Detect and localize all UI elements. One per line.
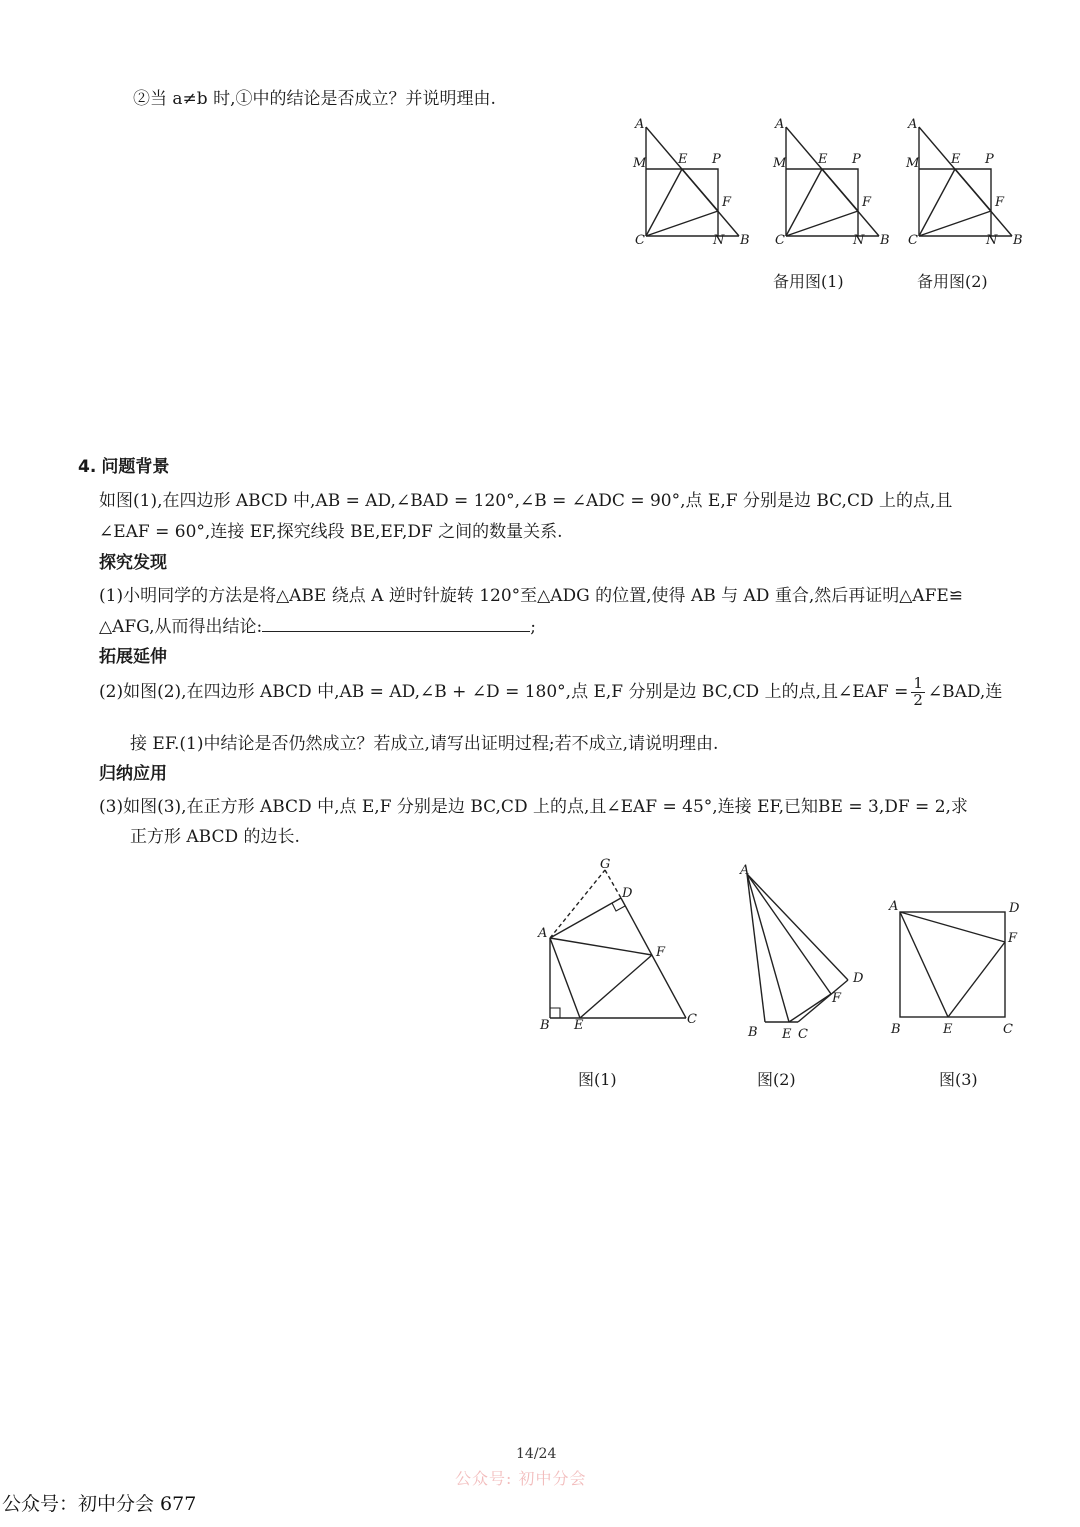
q4-number: 4. <box>78 457 97 477</box>
page-number: 14/24 <box>516 1446 557 1462</box>
q4-figure-3 <box>880 890 1040 1045</box>
label-n: N <box>713 233 725 248</box>
label-d: D <box>853 971 864 986</box>
label-b: B <box>540 1018 550 1033</box>
q3-main-figure <box>646 127 739 236</box>
label-c: C <box>775 233 785 248</box>
q3-figures <box>626 112 1046 252</box>
q4-part3-line1: (3)如图(3),在正方形 ABCD 中,点 E,F 分别是边 BC,CD 上的点,且∠EAF = 45°,连接 EF,已知BE = 3,DF = 2,求 <box>99 797 968 817</box>
label-g: G <box>600 857 611 872</box>
label-p: P <box>852 152 861 167</box>
q4-caption-fig1: 图(1) <box>578 1070 617 1089</box>
q4-caption-fig2: 图(2) <box>757 1070 796 1089</box>
label-a: A <box>908 117 918 132</box>
q4-caption-fig3: 图(3) <box>939 1070 978 1089</box>
label-c: C <box>635 233 645 248</box>
source-footer: 公众号：初中分会 677 <box>2 1493 197 1515</box>
q3-spare-figure-2 <box>905 117 1023 248</box>
segment-ad <box>550 898 621 938</box>
label-f: F <box>722 195 732 210</box>
label-p: P <box>985 152 994 167</box>
segment-af <box>550 938 652 955</box>
q4-figure-1 <box>530 852 710 1042</box>
q4-part2-line1 <box>99 676 1002 709</box>
q3-spare-figure-1 <box>772 117 890 248</box>
q4-part1-line2 <box>99 612 536 637</box>
label-p: P <box>712 152 721 167</box>
q4-part2-line1-suffix: ∠BAD,连 <box>927 681 1003 702</box>
label-a: A <box>740 863 750 878</box>
label-a: A <box>635 117 645 132</box>
label-f: F <box>862 195 872 210</box>
watermark-text: 公众号: 初中分会 <box>455 1469 587 1488</box>
label-b: B <box>891 1022 901 1037</box>
q4-figure-2 <box>730 852 880 1048</box>
label-f: F <box>832 991 842 1006</box>
label-m: M <box>906 156 920 171</box>
label-f: F <box>1008 931 1018 946</box>
q4-part1-line2-prefix: △AFG,从而得出结论: <box>99 617 263 637</box>
label-c: C <box>798 1027 808 1042</box>
label-b: B <box>1013 233 1023 248</box>
q4-heading-apply: 归纳应用 <box>99 764 167 784</box>
q4-part2-line1-prefix: (2)如图(2),在四边形 ABCD 中,AB = AD,∠B + ∠D = 180°,点 E,F 分别是边 BC,CD 上的点,且∠EAF = <box>99 681 909 702</box>
label-n: N <box>986 233 998 248</box>
label-d: D <box>622 886 633 901</box>
label-b: B <box>740 233 750 248</box>
q4-heading-explore: 探究发现 <box>99 553 167 573</box>
segment-ef <box>789 994 831 1022</box>
q4-part1-line1: (1)小明同学的方法是将△ABE 绕点 A 逆时针旋转 120°至△ADG 的位置,使得 AB 与 AD 重合,然后再证明△AFE≌ <box>99 586 964 606</box>
label-e: E <box>678 152 688 167</box>
label-m: M <box>633 156 647 171</box>
right-angle-mark-b <box>550 1008 560 1018</box>
segment-ef <box>580 955 652 1018</box>
label-c: C <box>1003 1022 1013 1037</box>
label-n: N <box>853 233 865 248</box>
q4-part3-line2: 正方形 ABCD 的边长. <box>130 827 300 847</box>
label-e: E <box>943 1022 953 1037</box>
segment-af <box>900 912 1005 942</box>
segment-gd-dashed <box>605 870 621 898</box>
label-e: E <box>574 1018 584 1033</box>
segment-ef <box>948 942 1005 1017</box>
fraction-numerator: 1 <box>913 674 923 692</box>
q4-heading-row <box>78 452 169 477</box>
q4-part1-line2-suffix: ; <box>530 617 536 637</box>
fraction-denominator: 2 <box>913 690 923 709</box>
q4-part2-line2: 接 EF.(1)中结论是否仍然成立？若成立,请写出证明过程;若不成立,请说明理由. <box>130 734 719 754</box>
q4-background-line2: ∠EAF = 60°,连接 EF,探究线段 BE,EF,DF 之间的数量关系. <box>99 522 563 542</box>
label-c: C <box>687 1012 697 1027</box>
q4-background-line1: 如图(1),在四边形 ABCD 中,AB = AD,∠BAD = 120°,∠B = ∠ADC = 90°,点 E,F 分别是边 BC,CD 上的点,且 <box>99 491 953 511</box>
q4-heading-background: 问题背景 <box>101 457 170 477</box>
label-e: E <box>951 152 961 167</box>
square-abcd <box>900 912 1005 1017</box>
right-angle-mark-d <box>612 903 625 911</box>
label-f: F <box>995 195 1005 210</box>
q3-part2-text: ②当 a≠b 时,①中的结论是否成立？并说明理由. <box>133 89 496 109</box>
label-b: B <box>748 1025 758 1040</box>
label-a: A <box>538 926 548 941</box>
rectangle-mpn <box>646 169 718 236</box>
segment-ef <box>682 169 718 211</box>
q3-caption-spare-2: 备用图(2) <box>917 272 988 291</box>
label-e: E <box>782 1027 792 1042</box>
segment-ae <box>900 912 948 1017</box>
segment-ag-dashed <box>550 870 605 938</box>
q4-heading-extend: 拓展延伸 <box>99 647 167 667</box>
label-a: A <box>889 899 899 914</box>
label-m: M <box>773 156 787 171</box>
label-e: E <box>818 152 828 167</box>
answer-blank[interactable] <box>262 617 530 632</box>
label-f: F <box>656 945 666 960</box>
label-d: D <box>1009 901 1020 916</box>
segment-ae <box>550 938 580 1018</box>
q3-caption-spare-1: 备用图(1) <box>773 272 844 291</box>
label-c: C <box>908 233 918 248</box>
segment-dc <box>621 898 686 1018</box>
label-b: B <box>880 233 890 248</box>
label-a: A <box>775 117 785 132</box>
fraction-half <box>911 676 925 709</box>
